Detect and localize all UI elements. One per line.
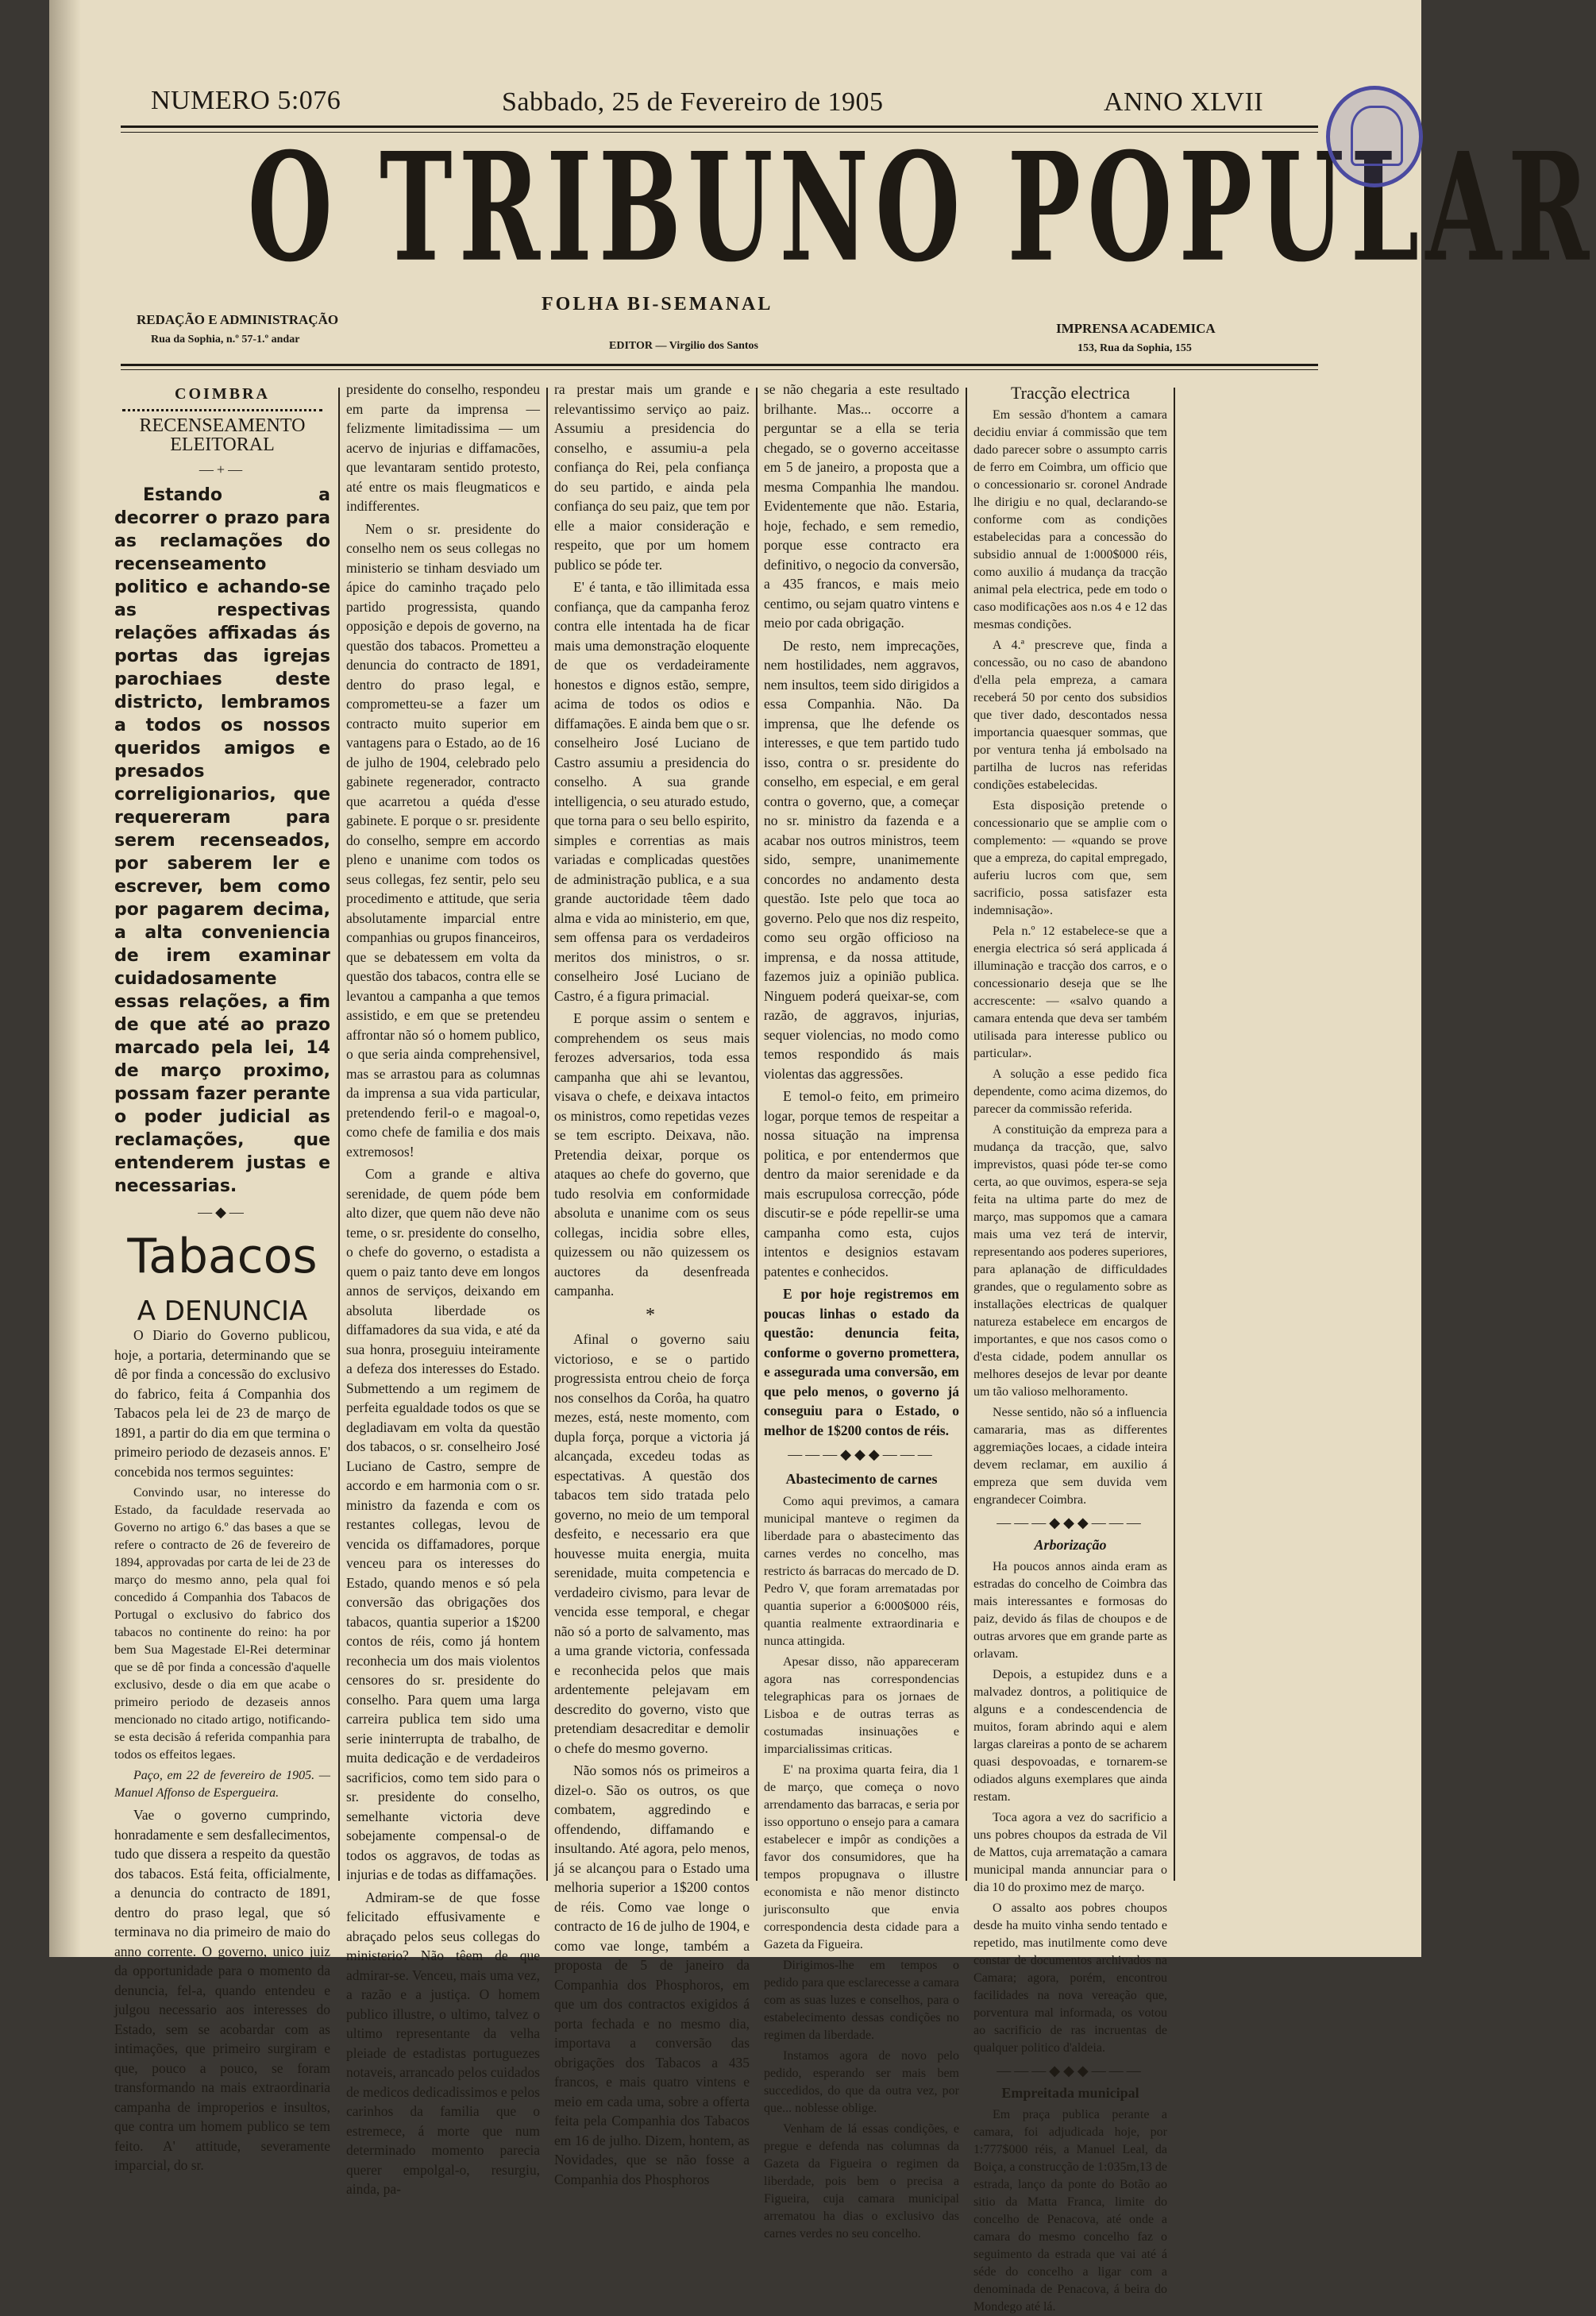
article-paragraph: ra prestar mais um grande e relevantissimo serviço ao paiz. Assumiu a presidencia do conselho, e assumiu-a pela confiança do Rei, pela confiança do seu partido, e ainda pela confiança do seu paiz, que tem por elle a maior consideração e respeito, que por um homem publico se póde ter. xyxy=(554,381,750,573)
article-paragraph: E temol-o feito, em primeiro logar, porque temos de respeitar a nossa situação na imprensa politica, e por entendermos que dentro da maior serenidade e da mais escrupulosa correcção, póde discutir-se e póde repellir-se uma campanha como esta, cujos intentos e designios estavam patentes e conhecidos. xyxy=(764,1088,959,1280)
traccao-title: Tracção electrica xyxy=(1010,383,1131,403)
article-paragraph: Nesse sentido, não só a influencia camararia, mas as differentes aggremiações locaes, a cidade inteira devem reclamar, em auxilio á empreza que sem duvida vem engrandecer Coimbra. xyxy=(973,1406,1167,1507)
place-heading: COIMBRA xyxy=(175,385,270,403)
ornament: ———◆◆◆——— xyxy=(997,2063,1144,2079)
article-paragraph: Venham de lá essas condições, e pregue e defenda nas columnas da Gazeta da Figueira o regimen da liberdade, pois bem o precisa a Figueira, cuja camara municipal arrematou ha dias o exclusivo das carnes verdes no seu concelho. xyxy=(764,2122,959,2241)
article-paragraph: Vae o governo cumprindo, honradamente e sem desfallecimentos, tudo que dissera a respeito da questão dos tabacos. Está feita, officialmente, a denuncia do contracto de 1891, dentro do praso legal, que só terminava no dia primeiro de maio do anno corrente. O governo, unico juiz da opportunidade para o momento da denuncia, fel-a, quando entendeu e julgou necessario aos interesses do Estado, sem se acobardar com as intimações, que primeiro surgiram e que, pouco a pouco, se foram transformando na mais extraordinaria campanha de improperios e insultos, que contra um homem publico se tem feito. A' attitude, severamente imparcial, do sr. xyxy=(114,1807,330,2173)
ornament: —+— xyxy=(199,461,246,477)
column-rule xyxy=(1174,388,1175,1881)
newspaper-page xyxy=(49,0,1596,2314)
abastecimento-title: Abastecimento de carnes xyxy=(785,1470,938,1487)
imprensa-label: IMPRENSA ACADEMICA xyxy=(1056,321,1216,336)
article-paragraph: Afinal o governo saiu victorioso, e se o partido progressista entrou cheio de força nos conselhos da Corôa, ha quatro mezes, está, neste momento, com dupla força, porque a victoria já alcançada, excedeu todas as espectativas. A questão dos tabacos tem sido tratada pelo governo, no meio de um temporal desfeito, e necessario era que houvesse muita energia, muita serenidade, muita competencia e verdadeiro civismo, para levar de vencida esse temporal, e chegar não só a porto de salvamento, mas a uma grande victoria, confessada e reconhecida pelos que mais ardentemente pelejavam em descredito do governo, visto que pretendiam desacreditar e demolir o chefe do mesmo governo. xyxy=(554,1331,750,1756)
column-rule xyxy=(756,388,758,1881)
empreitada-title: Empreitada municipal xyxy=(1001,2085,1139,2101)
article-paragraph: Toca agora a vez do sacrificio a uns pobres choupos da estrada de Vil de Mattos, cuja arrematação a camara municipal manda annunciar para o dia 10 do proximo mez de março. xyxy=(973,1811,1167,1894)
column-5-wrap xyxy=(1182,380,1318,1889)
decree-quote: Convindo usar, no interesse do Estado, da faculdade reservada ao Governo no artigo 6.º das bases a que se refere o contracto de 26 de fevereiro de 1894, approvadas por carta de lei de 23 de março do mesmo anno, pela qual foi concedido á Companhia dos Tabacos de Portugal o exclusivo do fabrico dos tabacos no continente do reino: ha por bem Sua Magestade El-Rei determinar que se dê por finda a concessão d'aquelle exclusivo, desde o dia em que acabe o primeiro periodo de dezaseis annos mencionado no citado artigo, notificando-se esta decisão á referida companhia para todos os effeitos legaes. xyxy=(114,1486,330,1762)
denuncia-subtitle: A DENUNCIA xyxy=(137,1295,308,1327)
article-paragraph: Em sessão d'hontem a camara decidiu enviar á commissão que tem dado parecer sobre o assumpto carris de ferro em Coimbra, um officio que o concessionario sr. coronel Andrade lhe dirigiu e no qual, declarando-se conforme com as condições estabelecidas para a concessão do subsidio annual de 1:000$000 réis, como auxilio á mudança da tracção animal pela electrica, pede em todo o caso modificações aos n.os 4 e 12 das mesmas condições. xyxy=(973,408,1167,631)
column-1 xyxy=(114,380,330,2173)
article-paragraph: E' é tanta, e tão illimitada essa confiança, que da campanha feroz contra elle intentada ha de ficar mais uma demonstração eloquente de que os verdadeiramente honestos e dignos estão, sempre, acima de todos os odios e diffamações. E ainda bem que o sr. conselheiro José Luciano de Castro assumiu a presidencia do conselho. A sua grande intelligencia, o seu aturado estudo, que torna para o seu bello espirito, simples e correntias as mais variadas e complicadas questões de administração publica, e a sua grande auctoridade têem dado alma e vida ao ministerio, em que, sem offensa para os verdadeiros meritos dos ministros, o sr. conselheiro José Luciano de Castro, é a figura primacial. xyxy=(554,579,750,1004)
ornament: —◆— xyxy=(198,1204,247,1220)
column-3 xyxy=(554,380,750,2187)
section-star: * xyxy=(646,1304,658,1326)
decree-signature: Paço, em 22 de fevereiro de 1905. — Manuel Affonso de Espergueira. xyxy=(114,1769,330,1800)
arborizacao-title: Arborização xyxy=(1034,1537,1107,1553)
article-paragraph: Admiram-se de que fosse felicitado effusivamente e abraçado pelos seus collegas do ministerio? Não têem de que admirar-se. Venceu, mais uma vez, a razão e a justiça. O homem publico illustre, o ultimo, talvez o ultimo representante da velha pleiade de estadistas portuguezes notaveis, arrancado pelos cuidados de medicos dedicadissimos e pelos carinhos da familia que o estremece, á morte que num determinado momento parecia querer empolgal-o, resurgiu, ainda, pa- xyxy=(346,1889,540,2197)
article-paragraph: Instamos agora de novo pelo pedido, esperando ser mais bem succedidos, do que da outra vez, por que... noblesse oblige. xyxy=(764,2049,959,2115)
column-2 xyxy=(346,380,540,2197)
scan-edge xyxy=(0,0,49,1957)
library-stamp xyxy=(1326,86,1423,187)
article-paragraph: A solução a esse pedido fica dependente, como acima dizemos, do parecer da commissão referida. xyxy=(973,1067,1167,1116)
article-paragraph: se não chegaria a este resultado brilhante. Mas... occorre a perguntar se a ella se teria chegado, se o governo acceitasse em 5 de janeiro, a proposta que a mesma Companhia lhe mandou. Evidentemente que não. Estaria, hoje, fechado, e sem remedio, porque esse contracto era definitivo, o negocio da conversão, a 435 francos, e mais meio centimo, ou sejam quatro vintens e meio por cada obrigação. xyxy=(764,381,959,631)
editor-line: EDITOR — Virgilio dos Santos xyxy=(609,340,759,352)
column-rule xyxy=(966,388,967,1881)
article-paragraph: Apesar disso, não appareceram agora nas correspondencias telegraphicas para os jornaes de Lisboa e de outras terras as costumadas insinuações e imparcialissimas criticas. xyxy=(764,1655,959,1756)
article-paragraph: E' na proxima quarta feira, dia 1 de março, que começa o novo arrendamento das barracas, e seria por isso opportuno o ensejo para a camara estabelecer e impôr as condições a favor dos consumidores, que ha tempos propugnava o illustre economista e não menor distincto jurisconsulto que envia correspondencia desta cidade para a Gazeta da Figueira. xyxy=(764,1763,959,1951)
issue-year: ANNO XLVII xyxy=(1104,87,1264,117)
column-rule xyxy=(546,388,548,1881)
article-paragraph: presidente do conselho, respondeu em parte da imprensa — felizmente limitadissima — um acervo de injurias e diffamacões, que levantaram sentido protesto, até entre os mais fleugmaticos e indifferentes. xyxy=(346,381,540,514)
tabacos-title: Tabacos xyxy=(127,1228,318,1284)
article-paragraph: Nem o sr. presidente do conselho nem os seus collegas no ministerio se tinham desviado um ápice do caminho traçado pelo partido progressista, quando opposição e depois de governo, na questão dos tabacos. Prometteu a denuncia do contracto de 1891, dentro do praso legal, e comprometteu-se a fazer um contracto muito superior em vantagens para o Estado, ao de 16 de julho de 1904, celebrado pelo gabinete regenerador, contracto que acarretou a quéda d'esse gabinete. E porque o sr. presidente do conselho, sempre em accordo pleno e unanime com todos os seus collegas, fez sentir, pelo seu procedimento e attitude, que seria absolutamente imparcial entre companhias ou grupos financeiros, que se debatessem em volta da questão dos tabacos, contra elle se levantou a campanha a que temos assistido, e em que se pretendeu affrontar não só o homem publico, o que seria ainda comprehensivel, mas se arrastou para as columnas da imprensa a sua vida particular, pretendendo feril-o e magoal-o, como chefe de familia e dos mais extremosos! xyxy=(346,520,540,1160)
header-rule-bottom-thin xyxy=(121,369,1318,370)
article-paragraph: O assalto aos pobres choupos desde ha muito vinha sendo tentado e repetido, mas inutilmente como deve constar de documentos archivados na Camara; agora, porém, encontrou facilidades na nova vereação que, porventura mal informada, os votou ao sacrificio de ras incruentas de qualquer politico d'aldeia. xyxy=(973,1901,1167,2055)
header-rule-bottom xyxy=(121,364,1318,366)
column-rule xyxy=(338,388,340,1881)
article-paragraph: Ha poucos annos ainda eram as estradas do concelho de Coimbra das mais interessantes e formosas do paiz, devido ás filas de choupos e de outras arvores que em grande parte as orlavam. xyxy=(973,1560,1167,1661)
article-paragraph: Com a grande e altiva serenidade, de quem póde bem alto dizer, que quem não deve não teme, o sr. presidente do conselho, o chefe do governo, o estadista a quem o paiz tanto deve em longos annos de serviços, deixando em absoluta liberdade os diffamadores da sua vida, e até da sua honra, proseguiu inteiramente a defeza dos interesses do Estado. Submettendo a um regimem de perfeita egualdade todos os que se degladiavam em volta da questão dos tabacos, o sr. conselheiro José Luciano de Castro, sempre de accordo e em harmonia com o sr. ministro da fazenda e com os restantes collegas, levou de vencida os diffamadores, porque venceu para os interesses do Estado, quando menos e só pela conversão das obrigações dos tabacos, quantia superior a 1$200 contos de réis, como já hontem reconhecia um dos mais violentos censores do sr. presidente do conselho. Para quem uma larga carreira publica tem sido uma serie ininterrupta de trabalho, de muita dedicação e de verdadeiros sacrificios, como tem sido para o sr. presidente do conselho, semelhante victoria deve sobejamente compensal-o de todos os aggravos, de todas as injurias e de todas as diffamações. xyxy=(346,1166,540,1882)
dotted-divider xyxy=(122,409,322,411)
column-5 xyxy=(973,380,1167,2314)
column-4 xyxy=(764,380,959,2241)
issue-number: NUMERO 5:076 xyxy=(151,86,341,115)
article-paragraph: A 4.ª prescreve que, finda a concessão, ou no caso de abandono d'ella pela empreza, a camara receberá 50 por cento dos subsidios que tiver dado, descontados nessa importancia quaesquer sommas, que por ventura tenha já embolsado na partilha de lucros nas referidas condições estabelecidas. xyxy=(973,639,1167,792)
article-paragraph: Em praça publica perante a camara, foi adjudicada hoje, por 1:777$000 réis, a Manuel Leal, da Boiça, a construcção de 1:035m,13 de estrada, lanço da ponte do Botão ao sitio da Matta Franca, limite do concelho de Penacova, até onde a camara do mesmo concelho faz o seguimento da estrada que vai até á séde do concelho a ligar com a denominada de Penacova, á beira do Mondego até lá. xyxy=(973,2108,1167,2314)
masthead-title: O TRIBUNO POPULAR xyxy=(247,120,1596,295)
redacao-address: Rua da Sophia, n.º 57-1.º andar xyxy=(151,334,300,345)
issue-date: Sabbado, 25 de Fevereiro de 1905 xyxy=(502,87,884,117)
article-paragraph: O Diario do Governo publicou, hoje, a portaria, determinando que se dê por finda a concessão do exclusivo do fabrico, feita á Companhia dos Tabacos pela lei de 23 de março de 1891, a partir do dia em que termina o primeiro periodo de dezaseis annos. E' concebida nos termos seguintes: xyxy=(114,1327,330,1480)
ornament: ———◆◆◆——— xyxy=(788,1446,935,1462)
recenseamento-title: RECENSEAMENTO ELEITORAL xyxy=(139,415,306,455)
redacao-label: REDAÇÃO E ADMINISTRAÇÃO xyxy=(137,312,339,327)
article-paragraph: Esta disposição pretende o concessionario que se amplie com o complemento: — «quando se prove que a empreza, do capital empregado, auferiu lucros com que, sem sacrificio, possa satisfazer esta indemnisação». xyxy=(973,799,1167,917)
article-paragraph: A constituição da empreza para a mudança da tracção, que, salvo imprevistos, quasi póde ter-se como certa, ao que ouvimos, espera-se seja feita na ultima parte do mez de março, mas suppomos que a camara mais uma vez terá de intervir, representando aos poderes superiores, para aplanação de difficuldades grandes, que o regulamento sobre as installações electricas de qualquer natureza estabelece em encargos de importantes, e que nos casos como o d'esta cidade, podem annullar os melhores desejos de levar por deante um tão valioso melhoramento. xyxy=(973,1123,1167,1399)
recenseamento-body: Estando a decorrer o prazo para as reclamações do recenseamento politico e achando-se as respectivas relações affixadas ás portas das igrejas parochiaes deste districto, lembramos a todos os nossos queridos amigos e presados correligionarios, que requereram para serem recenseados, por saberem ler e escrever, bem como por pagarem decima, a alta conveniencia de irem examinar cuidadosamente essas relações, a fim de que até ao prazo marcado pela lei, 14 de março proximo, possam fazer perante o poder judicial as reclamações, que entenderem justas e necessarias. xyxy=(114,485,330,1196)
article-paragraph: E porque assim o sentem e comprehendem os seus mais ferozes adversarios, toda essa campanha que ahi se levantou, visava o chefe, e deixava intactos os ministros, como repetidas vezes se tem escripto. Deixava, não. Pretendia deixar, porque os ataques ao chefe do governo, que tudo resolvia em conformidade absoluta e unanime com os seus collegas, incidia sobre elles, quizessem ou não quizessem os auctores da desenfreada campanha. xyxy=(554,1010,750,1299)
article-paragraph: Como aqui previmos, a camara municipal manteve o regimen da liberdade para o abastecimento das carnes verdes no concelho, mas restricto ás barracas do mercado de D. Pedro V, que foram arrematadas por quantia superior a 6:000$000 réis, quantia realmente extraordinaria e nunca attingida. xyxy=(764,1495,959,1648)
article-paragraph: Não somos nós os primeiros a dizel-o. São os outros, os que combatem, aggredindo e offendendo, diffamando e insultando. Até agora, pelo menos, já se alcançou para o Estado uma melhoria superior a 1$200 contos de réis. Como vae longe o contracto de 16 de julho de 1904, e como vae longe, também a proposta de 5 de janeiro da Companhia dos Phosphoros, em que um dos contractos exigidos á porta fechada e no mesmo dia, importava a conversão das obrigações dos Tabacos a 435 francos, e mais quatro vintens e meio em cada uma, sobre a offerta feita pela Companhia dos Tabacos em 16 de julho. Dizem, hontem, as Novidades, que se não fosse a Companhia dos Phosphoros xyxy=(554,1762,750,2187)
article-paragraph: E por hoje registremos em poucas linhas o estado da questão: denuncia feita, conforme o governo promettera, e assegurada uma conversão, em que pelo menos, o governo já conseguiu para o Estado, o melhor de 1$200 contos de réis. xyxy=(764,1286,959,1438)
article-paragraph: De resto, nem imprecações, nem hostilidades, nem aggravos, nem insultos, teem sido dirigidos a essa Companhia. Não. Da imprensa, que lhe defende os interesses, e que tem partido tudo isso, contra o sr. presidente do conselho, em especial, e em geral contra o governo, que, a começar no sr. ministro da fazenda e a acabar nos outros ministros, teem sido, sempre, unanimemente concordes no andamento desta questão. Iste pelo que toca ao governo. Pelo que nos diz respeito, como seu orgão officioso na imprensa, e da nossa attitude, fazemos juiz a opinião publica. Ninguem poderá queixar-se, com razão, de aggravos, injurias, sequer violencias, no modo como temos respondido ás mais violentas das aggressões. xyxy=(764,637,959,1082)
ornament: ———◆◆◆——— xyxy=(997,1515,1144,1530)
imprensa-address: 153, Rua da Sophia, 155 xyxy=(1077,342,1192,354)
masthead-subtitle: FOLHA BI-SEMANAL xyxy=(542,294,773,315)
article-paragraph: Depois, a estupidez duns e a malvadez dontros, a politiquice de alguns e a condescendencia de muitos, foram abrindo aqui e alem largas clareiras a ponto de se acharem quasi despovoadas, e tornarem-se odiados alguns exemplares que ainda restam. xyxy=(973,1668,1167,1804)
article-paragraph: Dirigimos-lhe em tempos o pedido para que esclarecesse a camara com as suas luzes e conselhos, para o estabelecimento dessas condições no regimen da liberdade. xyxy=(764,1959,959,2042)
article-paragraph: Pela n.º 12 estabelece-se que a energia electrica só será applicada á illuminação e tracção dos carros, e o concessionario deseja que se lhe accrescente: — «salvo quando a camara entenda que deva ser também utilisada para interesse publico ou particular». xyxy=(973,924,1167,1060)
